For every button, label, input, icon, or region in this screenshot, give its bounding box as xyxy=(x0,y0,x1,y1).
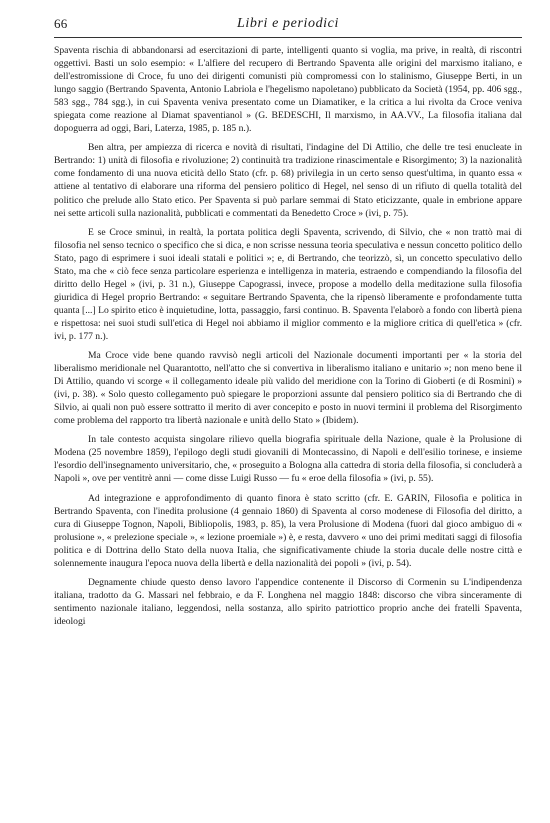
paragraph-6: Ad integrazione e approfondimento di quanto finora è stato scritto (cfr. E. GARIN, Filosofia e politica in Bertrando Spaventa, con l'inedita prolusione (4 gennaio 1860) di Spaventa al corso modenese di Filosofia del diritto, a cura di Giuseppe Tognon, Napoli, Bibliopolis, 1983, p. 85), la vera Prolusione di Modena (fuori dal gioco ambiguo di « prolusione », « prelezione speciale », « lezione proemiale ») è, e resta, davvero « uno dei primi meditati saggi di filosofia politica e di Dottrina dello Stato della nuova Italia, che significativamente chiude la storia ducale delle nostre città e solennemente inaugura l'epoca nuova della libertà e della nazionalità dei popoli » (ivi, p. 54). xyxy=(54,492,522,569)
paragraph-4: Ma Croce vide bene quando ravvisò negli articoli del Nazionale documenti importanti per « la storia del liberalismo meridionale nel Quarantotto, nell'atto che si convertiva in liberalismo italiano e unitario »; non meno bene il Di Attilio, quando vi scorge « il collegamento ideale più valido del meridione con la Torino di Gioberti (e di Rosmini) » (ivi, p. 38). « Solo questo collegamento può spiegare le proporzioni assunte dal pensiero politico sia di Bertrando che di Silvio, ai quali non può essere sottratto il merito di aver concepito e posto in nuovi termini il problema del Risorgimento come problema del rapporto tra libertà nazionale e unità dello Stato » (Ibidem). xyxy=(54,350,522,427)
header-rule xyxy=(54,37,522,38)
paragraph-7: Degnamente chiude questo denso lavoro l'appendice contenente il Discorso di Cormenin su L'indipendenza italiana, tradotto da G. Massari nel febbraio, e da F. Longhena nel maggio 1848: discorso che vibra sinceramente di sentimento nazionale italiano, leggendosi, nella sostanza, allo spirito patriottico proprio anche dei fratelli Spaventa, ideologi xyxy=(54,576,522,627)
paragraph-5: In tale contesto acquista singolare rilievo quella biografia spirituale della Nazione, quale è la Prolusione di Modena (25 novembre 1859), l'epilogo degli studi giovanili di Montecassino, di Napoli e dell'esilio torinese, e insieme l'esordio dell'insegnamento universitario, che, « proseguito a Bologna alla cattedra di storia della filosofia, si concluderà a Napoli », ove per ventitrè anni — come disse Luigi Russo — fu « eroe della filosofia » (ivi, p. 55). xyxy=(54,434,522,485)
paragraph-3: E se Croce sminuì, in realtà, la portata politica degli Spaventa, scrivendo, di Silvio, che « non trattò mai di filosofia nel senso tecnico o specifico che si dica, e non scrisse nessuna teoria speculativa e nessun concetto politico dello Stato, pago di esprimere i suoi ideali statali e politici »; e, di Bertrando, che teorizzò, sì, un concetto speculativo dello Stato, ma che « ciò fece senza particolare esperienza e intelligenza in materia, estraendo e compendiando la filosofia del diritto dello Hegel » (ivi, p. 31 n.), Giuseppe Capograssi, invece, propose a modello della meditazione sulla filosofia giuridica di Hegel proprio Bertrando: « seguitare Bertrando Spaventa, che la ripensò liberamente e profondamente tutta quanta [...] Lo spirito etico è inquietudine, lotta, passaggio, farsi continuo. B. Spaventa l'elaborò a fondo con libertà piena e rispettosa: nei suoi studi sull'etica di Hegel noi abbiamo il miglior commento e la migliore critica di quell'etica » (cfr. ivi, p. 177 n.). xyxy=(54,226,522,342)
running-title: Libri e periodici xyxy=(237,16,339,31)
article-body xyxy=(54,44,522,634)
page-number: 66 xyxy=(54,16,68,31)
paragraph-2: Ben altra, per ampiezza di ricerca e novità di risultati, l'indagine del Di Attilio, che delle tre tesi enucleate in Bertrando: 1) unità di filosofia e rivoluzione; 2) continuità tra tradizione rinascimentale e Risorgimento; 3) la nazionalità come fondamento di una nuova eticità dello Stato (cfr. p. 68) privilegia in un certo senso quest'ultima, in quanto essa « attiene al tentativo di elaborare una riforma del pensiero politico di Hegel, nel senso di un rifiuto di quella totalità del politico che prelude allo Stato etico. Per Spaventa si può parlare semmai di Stato eticizzante, quale in embrione appare nei sette articoli sulla nazionalità, pubblicati e commentati da Benedetto Croce » (ivi, p. 75). xyxy=(54,142,522,219)
page-header xyxy=(54,14,522,36)
paragraph-1: Spaventa rischia di abbandonarsi ad esercitazioni di parte, intelligenti quanto si voglia, ma prive, in realtà, di riscontri oggettivi. Basti un solo esempio: « L'alfiere del recupero di Bertrando Spaventa alle origini del marxismo italiano, e dell'estromissione di Croce, fu uno dei dirigenti comunisti più compromessi con lo stalinismo, Giuseppe Berti, in un lungo saggio (Bertrando Spaventa, Antonio Labriola e l'hegelismo napoletano) pubblicato da Società (1954, pp. 406 sgg., 583 sgg., 784 sgg.), in cui Spaventa veniva presentato come un Diamatiker, e la critica a lui rivolta da Croce veniva spiegata come reazione al Diamat spaventianol » (G. BEDESCHI, Il marxismo, in AA.VV., La filosofia italiana dal dopoguerra ad oggi, Bari, Laterza, 1985, p. 185 n.). xyxy=(54,45,522,135)
